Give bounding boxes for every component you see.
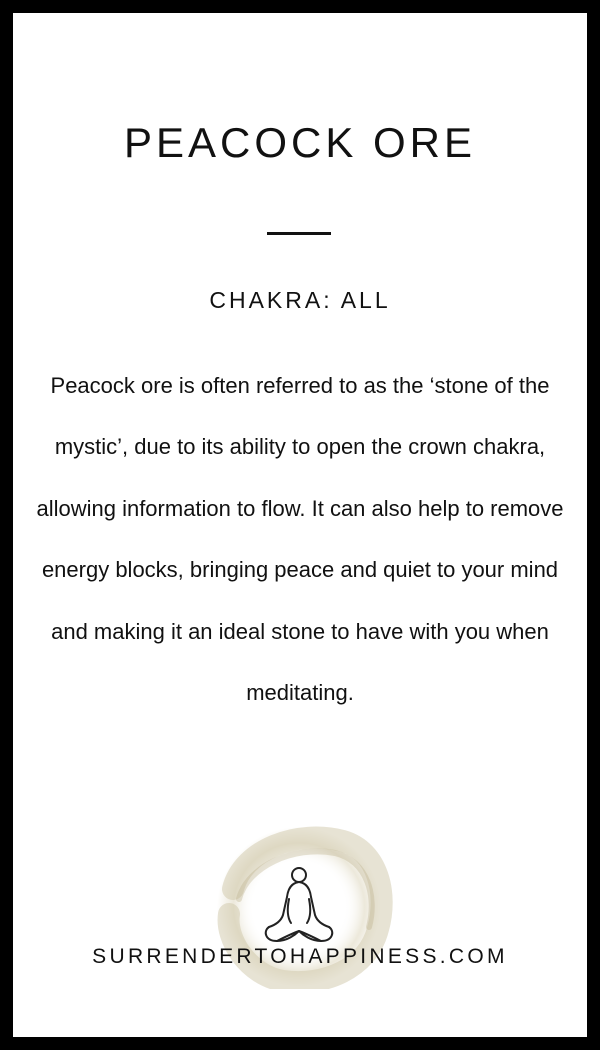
- page-title: PEACOCK ORE: [123, 119, 477, 166]
- stone-description: Peacock ore is often referred to as the ‘stone of the mystic’, due to its ability to open the crown chakra, allowing information to flow. It can also help to remove energy blocks, bringing peace and quiet to your mind and making it an ideal stone to have with you when meditating.: [36, 373, 564, 706]
- title-divider: [267, 232, 331, 235]
- chakra-label: CHAKRA: ALL: [209, 287, 391, 313]
- info-card: [13, 13, 587, 1037]
- website-link: SURRENDERTOHAPPINESS.COM: [92, 945, 508, 968]
